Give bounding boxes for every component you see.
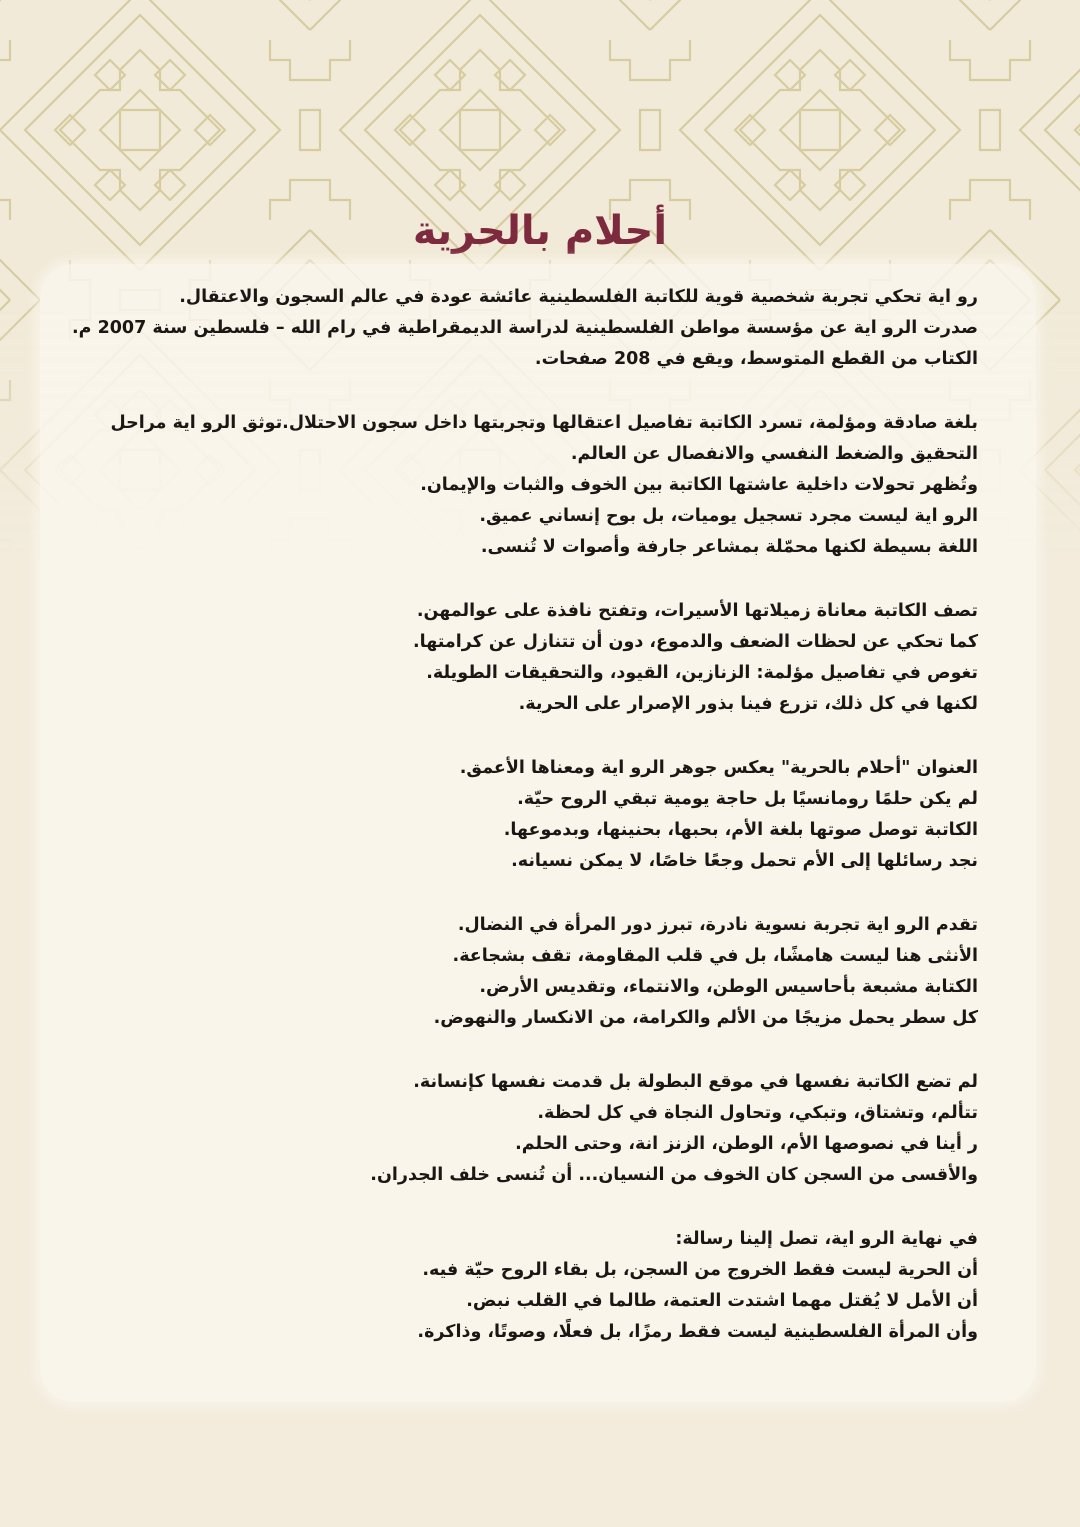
paragraph-closing-message bbox=[60, 1224, 978, 1348]
text-line: الأنثى هنا ليست هامشًا، بل في قلب المقاومة، تقف بشجاعة. bbox=[452, 946, 978, 966]
article-body bbox=[60, 282, 978, 1381]
text-line: كما تحكي عن لحظات الضعف والدموع، دون أن تتنازل عن كرامتها. bbox=[413, 632, 978, 652]
text-line: أن الحرية ليست فقط الخروج من السجن، بل بقاء الروح حيّة فيه. bbox=[422, 1260, 978, 1280]
text-line: تقدم الرو اية تجربة نسوية نادرة، تبرز دور المرأة في النضال. bbox=[457, 915, 978, 935]
paragraph-feminist-experience bbox=[60, 910, 978, 1034]
text-line: نجد رسائلها إلى الأم تحمل وجعًا خاصًا، لا يمكن نسيانه. bbox=[511, 851, 978, 871]
text-line: الكاتبة توصل صوتها بلغة الأم، بحبها، بحنينها، وبدموعها. bbox=[503, 820, 978, 840]
text-line: تغوص في تفاصيل مؤلمة: الزنازين، القيود، والتحقيقات الطويلة. bbox=[426, 663, 978, 683]
text-line: كل سطر يحمل مزيجًا من الألم والكرامة، من الانكسار والنهوض. bbox=[433, 1008, 978, 1028]
text-line: والأقسى من السجن كان الخوف من النسيان... أن تُنسى خلف الجدران. bbox=[370, 1165, 978, 1185]
paragraph-narrative-style bbox=[60, 408, 978, 563]
page-title: أحلام بالحرية bbox=[412, 207, 668, 254]
paragraph-human-portrait bbox=[60, 1067, 978, 1191]
text-line: وأن المرأة الفلسطينية ليست فقط رمزًا، بل فعلًا، وصوتًا، وذاكرة. bbox=[417, 1322, 978, 1342]
text-line: الكتاب من القطع المتوسط، ويقع في 208 صفحات. bbox=[534, 349, 978, 369]
text-line: لم يكن حلمًا رومانسيًا بل حاجة يومية تبقي الروح حيّة. bbox=[517, 789, 978, 809]
text-line: في نهاية الرو اية، تصل إلينا رسالة: bbox=[675, 1229, 978, 1249]
text-line: بلغة صادقة ومؤلمة، تسرد الكاتبة تفاصيل اعتقالها وتجربتها داخل سجون الاحتلال.توثق الرو اية مراحل التحقيق والضغط النفسي والانفصال عن العالم. bbox=[110, 413, 978, 464]
text-line: ر أينا في نصوصها الأم، الوطن، الزنز انة، وحتى الحلم. bbox=[515, 1134, 978, 1154]
paragraph-publication-info bbox=[60, 282, 978, 375]
text-line: لم تضع الكاتبة نفسها في موقع البطولة بل قدمت نفسها كإنسانة. bbox=[413, 1072, 978, 1092]
text-line: الرو اية ليست مجرد تسجيل يوميات، بل بوح إنساني عميق. bbox=[479, 506, 978, 526]
text-line: الكتابة مشبعة بأحاسيس الوطن، والانتماء، وتقديس الأرض. bbox=[479, 977, 978, 997]
text-line: وتُظهر تحولات داخلية عاشتها الكاتبة بين الخوف والثبات والإيمان. bbox=[420, 475, 978, 495]
text-line: أن الأمل لا يُقتل مهما اشتدت العتمة، طالما في القلب نبض. bbox=[466, 1291, 978, 1311]
text-line: رو اية تحكي تجربة شخصية قوية للكاتبة الفلسطينية عائشة عودة في عالم السجون والاعتقال. bbox=[179, 287, 978, 307]
text-line: تصف الكاتبة معاناة زميلاتها الأسيرات، وتفتح نافذة على عوالمهن. bbox=[416, 601, 978, 621]
text-line: العنوان "أحلام بالحرية" يعكس جوهر الرو اية ومعناها الأعمق. bbox=[459, 758, 978, 778]
text-line: تتألم، وتشتاق، وتبكي، وتحاول النجاة في كل لحظة. bbox=[537, 1103, 978, 1123]
text-line: لكنها في كل ذلك، تزرع فينا بذور الإصرار على الحرية. bbox=[518, 694, 978, 714]
paragraph-title-meaning bbox=[60, 753, 978, 877]
paragraph-fellow-prisoners bbox=[60, 596, 978, 720]
text-line: صدرت الرو اية عن مؤسسة مواطن الفلسطينية لدراسة الديمقراطية في رام الله – فلسطين سنة 2007 م. bbox=[72, 318, 978, 338]
text-line: اللغة بسيطة لكنها محمّلة بمشاعر جارفة وأصوات لا تُنسى. bbox=[480, 537, 978, 557]
